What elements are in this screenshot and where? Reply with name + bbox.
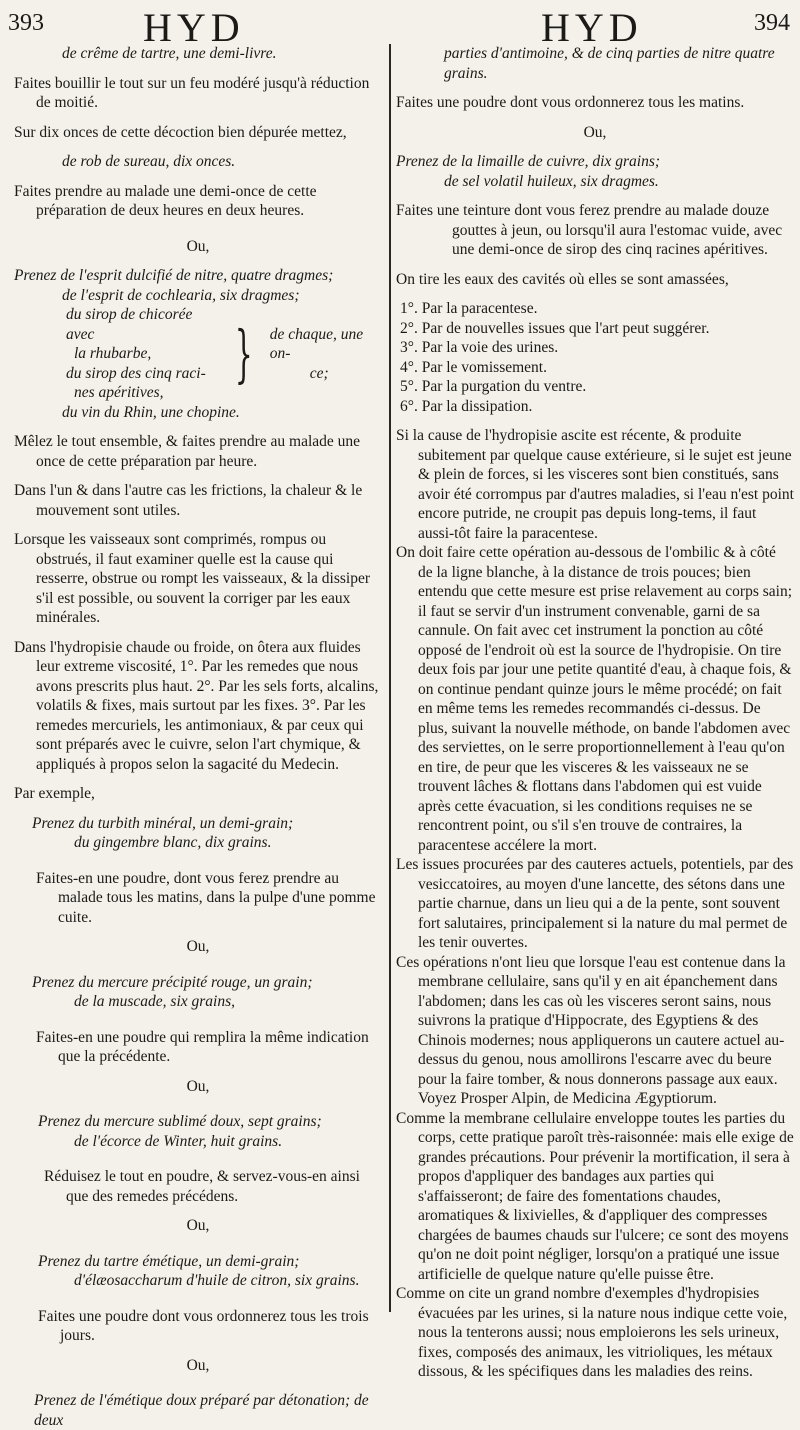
paragraph: Réduisez le tout en poudre, & servez-vous-en ainsi que des remedes précédens.: [44, 1168, 360, 1205]
recipe-brace-group: [14, 305, 382, 403]
paragraph: Les issues procurées par des cauteres actuels, potentiels, par des vesiccatoires, au moyen d'une lancette, des sétons dans une partie charnue, dans un lieu qui a de la pente, sont souvent fort salutaires, principalement si la nature du mal permet de les tenir ouvertes.: [396, 856, 794, 951]
recipe-line: Prenez du mercure sublimé doux, sept grains;: [38, 1113, 322, 1130]
paragraph: Faites bouillir le tout sur un feu modéré jusqu'à réduction de moitié.: [14, 74, 370, 111]
recipe-line: du vin du Rhin, une chopine.: [62, 403, 240, 421]
list-item: 5°. Par la purgation du ventre.: [400, 378, 587, 395]
recipe-line: Prenez de la limaille de cuivre, dix grains;: [396, 153, 661, 170]
paragraph: Sur dix onces de cette décoction bien dépurée mettez,: [14, 123, 347, 141]
paragraph: On tire les eaux des cavités où elles se sont amassées,: [396, 270, 729, 288]
running-head-left: HYD: [143, 5, 245, 50]
brace-icon: }: [235, 316, 253, 390]
list-item: 4°. Par le vomissement.: [400, 358, 547, 376]
list-item: 2°. Par de nouvelles issues que l'art peut suggérer.: [400, 319, 710, 337]
recipe-line: de rob de sureau, dix onces.: [62, 153, 236, 170]
recipe-line: d'élæosaccharum d'huile de citron, six grains.: [74, 1272, 360, 1289]
paragraph: Ces opérations n'ont lieu que lorsque l'eau est contenue dans la membrane cellulaire, sans qu'il y en ait épanchement dans l'abdomen; dans les cas où les visceres seront sains, nous suivrons la pratique d'Hippocrate, des Egyptiens & des Chinois modernes; nous appliquerons un cautere actuel au-dessus du genou, nous amollirons l'escarre avec du beure pour la faire tomber, & nous donnerons passage aux eaux. Voyez Prosper Alpin, de Medicina Ægyptiorum.: [396, 953, 786, 1107]
paragraph: Faites prendre au malade une demi-once de cette préparation de deux heures en deux heures.: [14, 182, 317, 219]
right-column: [396, 44, 794, 1382]
recipe-line: du sirop de chicorée avec: [66, 306, 193, 343]
list-item: 6°. Par la dissipation.: [400, 397, 533, 415]
paragraph: Faites une poudre dont vous ordonnerez tous les trois jours.: [38, 1307, 369, 1344]
column-divider: [389, 44, 391, 1312]
or-divider: Ou,: [186, 1356, 210, 1374]
or-divider: Ou,: [583, 123, 607, 141]
recipe-line: Prenez du tartre émétique, un demi-grain;: [38, 1252, 300, 1270]
recipe-line: de chaque, une on-: [269, 325, 364, 362]
paragraph: Lorsque les vaisseaux sont comprimés, rompus ou obstrués, il faut examiner quelle est la cause qui resserre, obstrue ou rompt les vaisseaux, & la dissiper s'il est possible, ou souvent la corriger par les eaux minérales.: [14, 531, 371, 626]
paragraph: Si la cause de l'hydropisie ascite est récente, & produite subitement par quelque cause extérieure, si le sujet est jeune & plein de forces, si les visceres sont bien constitués, sans avoir été corrompus par d'autres maladies, si l'eau n'est point encore putride, ne croupit pas depuis long-tems, il faut aussi-tôt faire la paracentese.: [396, 427, 794, 542]
recipe-line: parties d'antimoine, & de cinq parties de nitre quatre grains.: [444, 45, 775, 82]
paragraph: Mêlez le tout ensemble, & faites prendre au malade une once de cette préparation par heure.: [14, 433, 361, 470]
or-divider: Ou,: [186, 1077, 210, 1095]
paragraph: Comme la membrane cellulaire enveloppe toutes les parties du corps, cette pratique paroît très-raisonnée: mais elle exige de grandes précautions. Pour prévenir la mortification, il sera à propos d'appliquer des bandages aux parties qui s'affaisseront; de faire des fomentations chaudes, aromatiques & lixivielles, & d'appliquer des compresses chargées de baumes chauds sur l'ulcere; ce sont des moyens qu'on ne doit point négliger, lorsqu'on a pratiqué une issue artificielle de quelque nature qu'elle puisse être.: [396, 1109, 794, 1283]
paragraph: Dans l'un & dans l'autre cas les frictions, la chaleur & le mouvement sont utiles.: [14, 482, 363, 519]
text-line: de crême de tartre, une demi-livre.: [62, 45, 277, 62]
method-list: [396, 299, 794, 416]
recipe-line: Prenez de l'émétique doux préparé par détonation; de deux: [34, 1392, 369, 1429]
recipe-line: ce;: [309, 364, 329, 382]
recipe-line: nes apéritives,: [74, 384, 164, 401]
recipe-line: de l'esprit de cochlearia, six dragmes;: [62, 286, 300, 304]
recipe-line: Prenez du mercure précipité rouge, un grain;: [32, 973, 313, 991]
recipe-line: de sel volatil huileux, six dragmes.: [444, 172, 659, 190]
left-column: [14, 44, 382, 1430]
recipe-line: de l'écorce de Winter, huit grains.: [74, 1132, 283, 1150]
or-divider: Ou,: [186, 1217, 210, 1234]
paragraph: Faites-en une poudre, dont vous ferez prendre au malade tous les matins, dans la pulpe d'une pomme cuite.: [36, 869, 376, 926]
paragraph: Faites une poudre dont vous ordonnerez tous les matins.: [396, 94, 745, 111]
page-number-left: 393: [8, 10, 44, 36]
list-item: 3°. Par la voie des urines.: [400, 339, 559, 356]
recipe-line: la rhubarbe,: [74, 345, 152, 362]
paragraph: On doit faire cette opération au-dessous de l'ombilic & à côté de la ligne blanche, à la distance de trois pouces; bien entendu que cette mesure est prise relavement au corps sain; il faut se servir d'un instrument convenable, garni de sa cannule. On fait avec cet instrument la ponction au côté opposé de l'endroit où est la source de l'hydropisie. On tire deux fois par jour une petite quantité d'eau, à chaque fois, & on continue pendant quinze jours le même procédé; on fait en même tems les remedes recommandés ci-dessus. De plus, suivant la nouvelle méthode, on bande l'abdomen avec des serviettes, on le serre proportionnellement à l'eau qu'on en tire, de peur que les visceres & les vaisseaux ne se trouvent lâches & flottans dans l'abdomen qui est vuide après cette évacuation, si les conditions requises ne se rencontrent point, ou s'il s'en trouve de contraires, la paracentese accélere la mort.: [396, 544, 793, 854]
running-head-right: HYD: [541, 5, 643, 50]
paragraph: Dans l'hydropisie chaude ou froide, on ôtera aux fluides leur extreme viscosité, 1°. Par les remedes que nous avons prescrits plus haut. 2°. Par les sels forts, alcalins, volatils & fixes, mais surtout par les fixes. 3°. Par les remedes mercuriels, les antimoniaux, & par ceux qui sont préparés avec le cuivre, selon l'art chymique, & appliqués à propos selon la sagacité du Medecin.: [14, 638, 379, 773]
recipe-line: de la muscade, six grains,: [74, 993, 236, 1010]
or-divider: Ou,: [186, 237, 210, 255]
paragraph: Par exemple,: [14, 785, 95, 802]
paragraph: Faites une teinture dont vous ferez prendre au malade douze gouttes à jeun, ou lorsqu'il aura l'estomac vuide, avec une demi-once de sirop des cinq racines apéritives.: [396, 202, 783, 258]
paragraph: Faites-en une poudre qui remplira la même indication que la précédente.: [36, 1028, 369, 1065]
recipe-line: du gingembre blanc, dix grains.: [74, 834, 272, 851]
paragraph: Comme on cite un grand nombre d'exemples d'hydropisies évacuées par les urines, si la nature nous indique cette voie, nous la tenterons aussi; nous emploierons les sels urineux, fixes, composés des animaux, les vitrioliques, les métaux dissous, & les spécifiques dans les maladies des reins.: [396, 1285, 788, 1380]
or-divider: Ou,: [186, 938, 210, 955]
recipe-line: Prenez du turbith minéral, un demi-grain;: [32, 814, 294, 832]
list-item: 1°. Par la paracentese.: [400, 300, 538, 317]
recipe-line: Prenez de l'esprit dulcifié de nitre, quatre dragmes;: [14, 267, 334, 284]
page-number-right: 394: [754, 10, 790, 36]
recipe-line: du sirop des cinq raci-: [66, 364, 206, 382]
